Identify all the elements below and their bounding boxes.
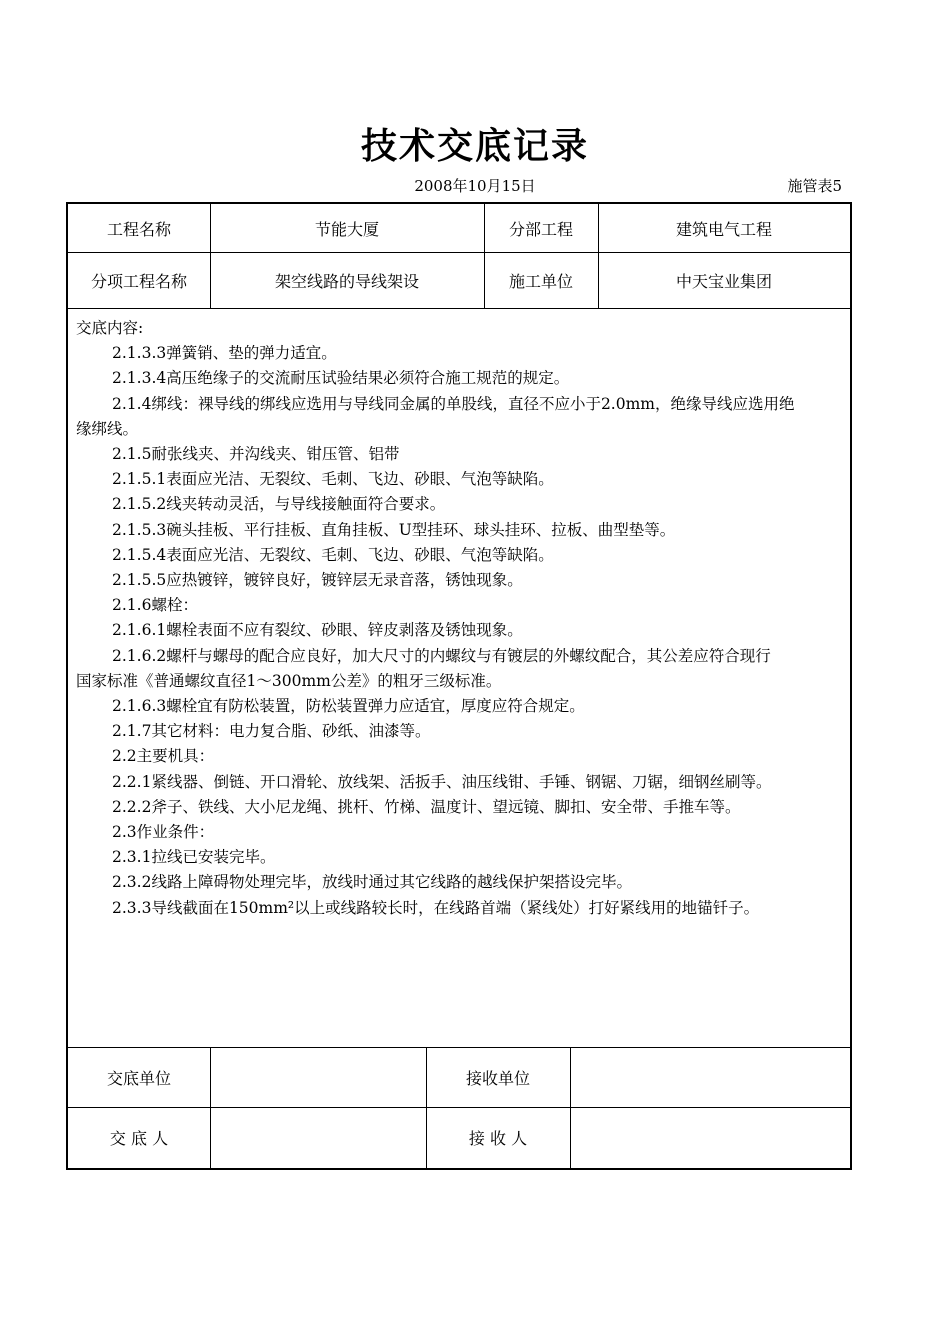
content-line: 2.2主要机具：	[112, 747, 215, 766]
contractor-label: 施工单位	[508, 271, 573, 291]
handover-person-label: 交 底 人	[109, 1129, 169, 1148]
subitem-value: 架空线路的导线架设	[274, 271, 419, 291]
division-label: 分部工程	[508, 219, 573, 239]
form-number: 施管表5	[787, 177, 842, 195]
content-heading: 交底内容:	[76, 319, 144, 337]
briefing-content	[76, 316, 844, 921]
content-line: 2.1.5.5应热镀锌，镀锌良好，镀锌层无录音落，锈蚀现象。	[112, 571, 523, 590]
handover-unit-field	[210, 1047, 426, 1107]
row-divider	[68, 308, 850, 309]
content-line: 2.1.3.4高压绝缘子的交流耐压试验结果必须符合施工规范的规定。	[112, 369, 570, 388]
content-line: 2.1.5.1表面应光洁、无裂纹、毛刺、飞边、砂眼、气泡等缺陷。	[112, 470, 554, 489]
handover-person-field	[210, 1107, 426, 1168]
content-line: 2.1.5.4表面应光洁、无裂纹、毛刺、飞边、砂眼、气泡等缺陷。	[112, 545, 554, 564]
content-line: 2.1.6.3螺栓宜有防松装置，防松装置弹力应适宜，厚度应符合规定。	[112, 697, 585, 716]
contractor-value: 中天宝业集团	[675, 271, 772, 291]
content-line: 2.1.7其它材料：电力复合脂、砂纸、油漆等。	[112, 722, 431, 741]
content-line: 2.1.5.3碗头挂板、平行挂板、直角挂板、U型挂环、球头挂环、拉板、曲型垫等。	[112, 520, 676, 539]
handover-unit-label: 交底单位	[106, 1068, 171, 1088]
content-line: 2.1.5耐张线夹、并沟线夹、钳压管、铝带	[112, 445, 400, 464]
receiving-unit-label: 接收单位	[465, 1068, 530, 1088]
document-date: 2008年10月15日	[414, 177, 536, 195]
content-line: 缘绑线。	[76, 419, 139, 438]
content-line: 2.3.2线路上障碍物处理完毕，放线时通过其它线路的越线保护架搭设完毕。	[112, 873, 632, 892]
subitem-label: 分项工程名称	[90, 271, 187, 291]
content-line: 国家标准《普通螺纹直径1～300mm公差》的粗牙三级标准。	[76, 671, 502, 690]
content-line: 2.1.6螺栓：	[112, 596, 198, 615]
content-line: 2.3作业条件：	[112, 823, 215, 842]
content-line: 2.3.1拉线已安装完毕。	[112, 848, 276, 867]
receiving-unit-field	[570, 1047, 850, 1107]
content-line: 2.2.1紧线器、倒链、开口滑轮、放线架、活扳手、油压线钳、手锤、钢锯、刀锯，细钢丝刷等。	[112, 772, 772, 791]
record-table	[66, 202, 852, 1170]
document-title: 技术交底记录	[360, 126, 589, 167]
division-value: 建筑电气工程	[675, 219, 772, 239]
content-line: 2.1.6.2螺杆与螺母的配合应良好，加大尺寸的内螺纹与有镀层的外螺纹配合，其公差应符合现行	[112, 646, 771, 665]
content-line: 2.3.3导线截面在150mm²以上或线路较长时，在线路首端（紧线处）打好紧线用的地锚钎子。	[112, 898, 760, 917]
content-line: 2.1.6.1螺栓表面不应有裂纹、砂眼、锌皮剥落及锈蚀现象。	[112, 621, 523, 640]
content-line: 2.1.3.3弹簧销、垫的弹力适宜。	[112, 344, 337, 363]
content-line: 2.2.2斧子、铁线、大小尼龙绳、挑杆、竹梯、温度计、望远镜、脚扣、安全带、手推车等。	[112, 797, 741, 816]
project-name-label: 工程名称	[106, 219, 171, 239]
receiving-person-label: 接 收 人	[468, 1129, 528, 1148]
receiving-person-field	[570, 1107, 850, 1168]
project-name-value: 节能大厦	[314, 219, 379, 239]
content-line: 2.1.4绑线：裸导线的绑线应选用与导线同金属的单股线，直径不应小于2.0mm，绝缘导线应选用绝	[112, 394, 795, 413]
content-line: 2.1.5.2线夹转动灵活，与导线接触面符合要求。	[112, 495, 446, 514]
